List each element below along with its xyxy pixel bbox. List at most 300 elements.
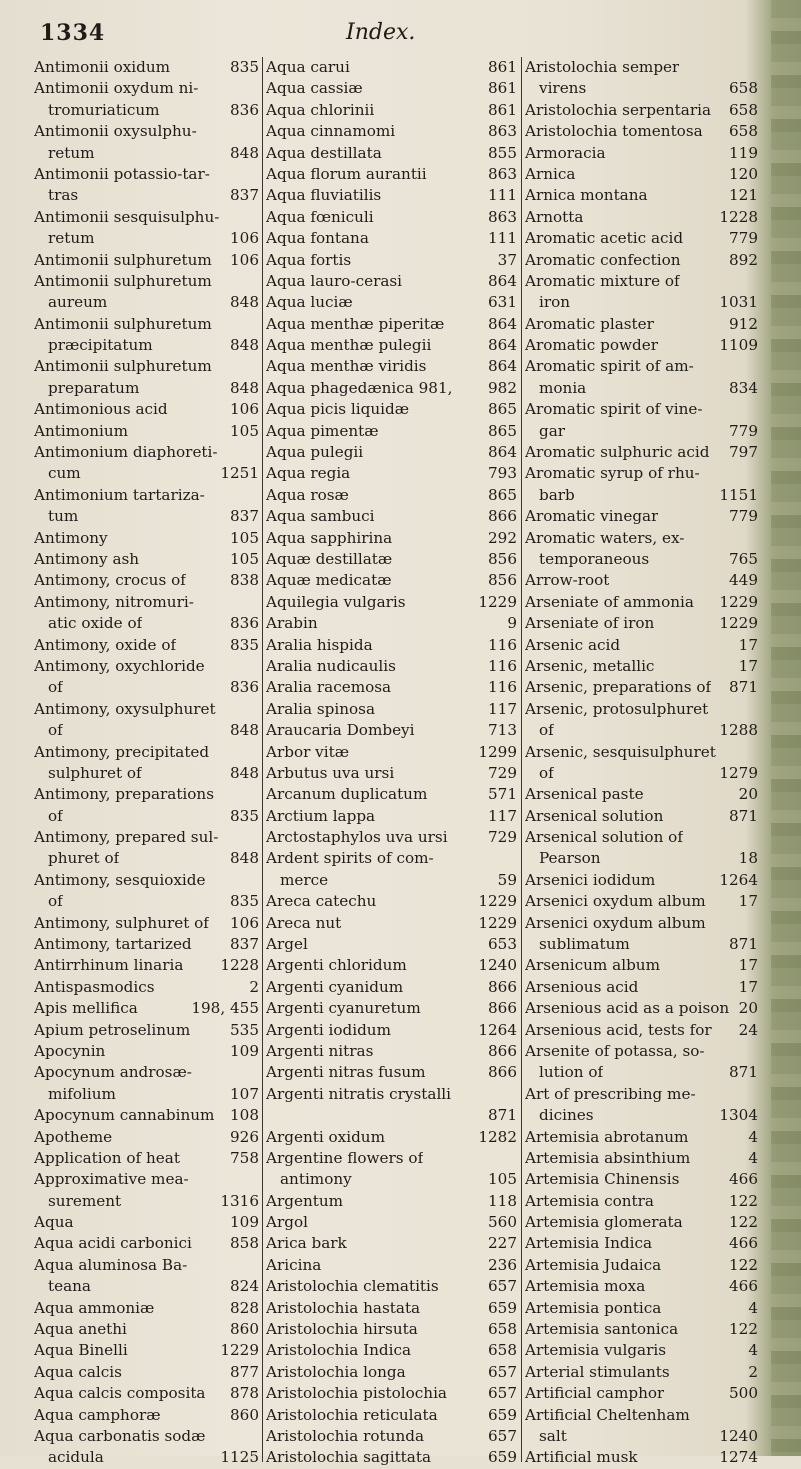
index-entry xyxy=(266,998,517,1019)
index-entry xyxy=(266,1105,517,1126)
entry-term: Aqua camphoræ xyxy=(34,1405,161,1424)
entry-page-ref: 871 xyxy=(729,1063,758,1082)
index-entry xyxy=(34,121,259,142)
entry-page-ref: 653 xyxy=(488,935,517,954)
entry-page-ref: 466 xyxy=(729,1234,758,1253)
entry-term: Antimony, precipitated xyxy=(34,742,210,761)
entry-term: Arsenic acid xyxy=(525,635,621,654)
entry-page-ref: 1125 xyxy=(220,1448,259,1467)
entry-page-ref: 861 xyxy=(488,79,517,98)
entry-term: of xyxy=(48,806,63,825)
entry-page-ref: 122 xyxy=(729,1191,758,1210)
entry-term: sublimatum xyxy=(539,935,630,954)
entry-term: Aqua menthæ viridis xyxy=(266,357,427,376)
entry-page-ref: 2 xyxy=(748,1362,758,1381)
index-entry xyxy=(34,399,259,420)
entry-page-ref: 1288 xyxy=(719,721,758,740)
entry-term: Aristolochia pistolochia xyxy=(266,1384,447,1403)
entry-page-ref: 861 xyxy=(488,100,517,119)
entry-page-ref: 500 xyxy=(729,1384,758,1403)
index-entry xyxy=(34,1298,259,1319)
index-entry xyxy=(266,827,517,848)
entry-term: Aqua florum aurantii xyxy=(266,164,427,183)
entry-page-ref: 836 xyxy=(230,614,259,633)
entry-term: Antimony, oxychloride xyxy=(34,656,205,675)
index-entry xyxy=(34,1212,259,1233)
entry-page-ref: 1251 xyxy=(220,464,259,483)
entry-term: aureum xyxy=(48,293,108,312)
index-entry xyxy=(34,250,259,271)
index-entry xyxy=(34,356,259,377)
entry-term: monia xyxy=(539,378,587,397)
index-entry xyxy=(266,528,517,549)
entry-page-ref: 659 xyxy=(488,1298,517,1317)
entry-term: Artemisia Chinensis xyxy=(525,1170,680,1189)
entry-term: Aqua xyxy=(34,1213,74,1232)
entry-page-ref: 657 xyxy=(488,1277,517,1296)
index-entry xyxy=(525,784,758,805)
entry-term: Arterial stimulants xyxy=(525,1362,670,1381)
index-entry xyxy=(34,335,259,356)
index-entry xyxy=(266,228,517,249)
entry-term: Arsenic, metallic xyxy=(525,656,655,675)
entry-page-ref: 848 xyxy=(230,143,259,162)
index-entry xyxy=(525,977,758,998)
entry-page-ref xyxy=(255,1062,259,1083)
index-entry xyxy=(525,913,758,934)
entry-page-ref: 866 xyxy=(488,507,517,526)
entry-term: Aquilegia vulgaris xyxy=(266,592,406,611)
entry-term: temporaneous xyxy=(539,549,650,568)
index-entry xyxy=(525,207,758,228)
entry-term: Argenti cyanuretum xyxy=(266,999,421,1018)
entry-term: Arsenious acid, tests for xyxy=(525,1020,712,1039)
entry-term: Aristolochia sagittata xyxy=(266,1448,432,1467)
entry-page-ref: 848 xyxy=(230,763,259,782)
entry-term: Antirrhinum linaria xyxy=(34,956,184,975)
index-entry xyxy=(34,806,259,827)
entry-page-ref: 860 xyxy=(230,1320,259,1339)
index-entry xyxy=(266,1298,517,1319)
entry-page-ref: 116 xyxy=(488,678,517,697)
index-entry xyxy=(525,1340,758,1361)
entry-page-ref: 779 xyxy=(729,507,758,526)
entry-term: Arsenici oxydum album xyxy=(525,913,706,932)
entry-term: Areca nut xyxy=(266,913,342,932)
entry-page-ref: 848 xyxy=(230,849,259,868)
entry-page-ref: 107 xyxy=(230,1084,259,1103)
index-entry xyxy=(34,848,259,869)
index-entry xyxy=(525,314,758,335)
entry-page-ref: 4 xyxy=(748,1148,758,1167)
entry-page-ref: 855 xyxy=(488,143,517,162)
entry-term: tromuriaticum xyxy=(48,100,160,119)
index-entry xyxy=(525,955,758,976)
entry-page-ref: 892 xyxy=(729,250,758,269)
entry-page-ref: 779 xyxy=(729,229,758,248)
entry-page-ref: 912 xyxy=(729,314,758,333)
index-entry xyxy=(525,891,758,912)
entry-page-ref xyxy=(255,356,259,377)
entry-term: Aqua sambuci xyxy=(266,507,375,526)
entry-page-ref: 535 xyxy=(230,1020,259,1039)
entry-page-ref: 848 xyxy=(230,293,259,312)
index-entry xyxy=(34,720,259,741)
index-entry xyxy=(266,1362,517,1383)
index-entry xyxy=(266,677,517,698)
entry-page-ref: 106 xyxy=(230,229,259,248)
entry-term: Arsenious acid xyxy=(525,977,639,996)
index-entry xyxy=(266,592,517,613)
entry-term: Artificial musk xyxy=(525,1448,638,1467)
entry-term: Aromatic waters, ex- xyxy=(525,528,685,547)
entry-term: Arctium lappa xyxy=(266,806,376,825)
index-entry xyxy=(34,1148,259,1169)
index-entry xyxy=(266,1084,517,1105)
entry-page-ref xyxy=(754,1084,758,1105)
entry-page-ref: 856 xyxy=(488,549,517,568)
index-entry xyxy=(525,1191,758,1212)
entry-term: Antimonii oxydum ni- xyxy=(34,79,199,98)
index-entry xyxy=(525,228,758,249)
entry-page-ref: 837 xyxy=(230,507,259,526)
index-entry xyxy=(266,635,517,656)
entry-term: phuret of xyxy=(48,849,120,868)
index-entry xyxy=(34,1127,259,1148)
entry-term: Antimony ash xyxy=(34,549,140,568)
index-entry xyxy=(266,1447,517,1468)
entry-term: Aquæ medicatæ xyxy=(266,571,392,590)
entry-term: virens xyxy=(539,79,587,98)
index-entry xyxy=(266,1255,517,1276)
entry-page-ref: 729 xyxy=(488,828,517,847)
index-entry xyxy=(266,100,517,121)
entry-page-ref: 120 xyxy=(729,164,758,183)
index-entry xyxy=(266,613,517,634)
entry-page-ref: 864 xyxy=(488,443,517,462)
entry-term: Artemisia contra xyxy=(525,1191,654,1210)
entry-page-ref: 658 xyxy=(488,1341,517,1360)
entry-page-ref: 1264 xyxy=(478,1020,517,1039)
index-entry xyxy=(266,335,517,356)
entry-term: Aristolochia serpentaria xyxy=(525,100,712,119)
entry-page-ref: 121 xyxy=(729,186,758,205)
entry-term: Antimony, sesquioxide xyxy=(34,870,206,889)
entry-term: Aqua ammoniæ xyxy=(34,1298,155,1317)
entry-page-ref xyxy=(754,1041,758,1062)
entry-page-ref: 878 xyxy=(230,1384,259,1403)
entry-term: Arsenical solution xyxy=(525,806,664,825)
index-entry xyxy=(266,934,517,955)
index-entry xyxy=(34,292,259,313)
entry-page-ref: 1109 xyxy=(719,336,758,355)
index-entry xyxy=(266,250,517,271)
index-entry xyxy=(525,292,758,313)
entry-page-ref: 292 xyxy=(488,528,517,547)
entry-page-ref xyxy=(255,121,259,142)
index-entry xyxy=(266,378,517,399)
entry-page-ref: 657 xyxy=(488,1362,517,1381)
entry-term: Arcanum duplicatum xyxy=(266,785,428,804)
page-header xyxy=(0,20,801,50)
entry-page-ref: 111 xyxy=(488,229,517,248)
entry-term: Aqua regia xyxy=(266,464,351,483)
index-entry xyxy=(525,335,758,356)
index-entry xyxy=(34,1233,259,1254)
entry-term: salt xyxy=(539,1427,567,1445)
entry-term: Artemisia abrotanum xyxy=(525,1127,689,1146)
entry-page-ref: 848 xyxy=(230,336,259,355)
entry-term: mifolium xyxy=(48,1084,116,1103)
entry-term: Ardent spirits of com- xyxy=(266,849,434,868)
entry-page-ref: 631 xyxy=(488,293,517,312)
entry-term: dicines xyxy=(539,1106,594,1125)
entry-term: Argenti cyanidum xyxy=(266,977,404,996)
entry-term: Antimonii sulphuretum xyxy=(34,314,212,333)
entry-page-ref xyxy=(255,442,259,463)
index-entry xyxy=(34,891,259,912)
entry-term: Antimonii sulphuretum xyxy=(34,271,212,290)
entry-page-ref: 871 xyxy=(488,1106,517,1125)
index-entry xyxy=(525,1298,758,1319)
entry-term: Aromatic acetic acid xyxy=(525,229,684,248)
entry-page-ref: 657 xyxy=(488,1427,517,1445)
index-entry xyxy=(525,421,758,442)
index-entry xyxy=(525,1148,758,1169)
entry-term: Arsenical paste xyxy=(525,785,644,804)
index-entry xyxy=(266,271,517,292)
entry-page-ref xyxy=(754,699,758,720)
index-entry xyxy=(34,100,259,121)
entry-term: Apis mellifica xyxy=(34,999,138,1018)
entry-page-ref xyxy=(255,784,259,805)
entry-page-ref: 1229 xyxy=(478,913,517,932)
entry-term: Art of prescribing me- xyxy=(525,1084,696,1103)
index-entry xyxy=(525,1255,758,1276)
index-entry xyxy=(34,570,259,591)
entry-term: Aralia racemosa xyxy=(266,678,392,697)
entry-page-ref: 824 xyxy=(230,1277,259,1296)
entry-term: surement xyxy=(48,1191,122,1210)
entry-page-ref: 659 xyxy=(488,1405,517,1424)
entry-page-ref: 1229 xyxy=(478,592,517,611)
index-entry xyxy=(34,442,259,463)
index-entry xyxy=(266,78,517,99)
entry-term: Arica bark xyxy=(266,1234,347,1253)
index-entry xyxy=(525,1233,758,1254)
index-entry xyxy=(34,485,259,506)
entry-term: Argol xyxy=(266,1213,308,1232)
entry-page-ref: 779 xyxy=(729,421,758,440)
entry-term: Arsenic, protosulphuret xyxy=(525,699,709,718)
entry-term: Arsenici oxydum album xyxy=(525,892,706,911)
index-entry xyxy=(525,656,758,677)
index-entry xyxy=(266,1212,517,1233)
entry-term: Artemisia Judaica xyxy=(525,1255,662,1274)
entry-term: Aqua pimentæ xyxy=(266,421,379,440)
entry-page-ref: 1228 xyxy=(719,207,758,226)
entry-term: of xyxy=(539,763,554,782)
entry-page-ref xyxy=(255,271,259,292)
index-entry xyxy=(525,100,758,121)
index-entry xyxy=(266,1062,517,1083)
entry-page-ref: 560 xyxy=(488,1213,517,1232)
entry-term: Aqua anethi xyxy=(34,1320,127,1339)
entry-page-ref: 4 xyxy=(748,1341,758,1360)
index-entry xyxy=(34,1447,259,1468)
entry-page-ref: 838 xyxy=(230,571,259,590)
index-entry xyxy=(34,164,259,185)
entry-page-ref: 1282 xyxy=(478,1127,517,1146)
entry-term: Antimony, nitromuri- xyxy=(34,592,194,611)
entry-term: præcipitatum xyxy=(48,336,153,355)
entry-page-ref: 1240 xyxy=(719,1427,758,1445)
index-entry xyxy=(266,1169,517,1190)
entry-term: Antimony xyxy=(34,528,108,547)
entry-term: retum xyxy=(48,229,95,248)
index-entry xyxy=(34,506,259,527)
entry-term: Armoracia xyxy=(525,143,606,162)
entry-page-ref: 871 xyxy=(729,806,758,825)
entry-page-ref: 449 xyxy=(729,571,758,590)
index-entry xyxy=(266,742,517,763)
entry-page-ref: 17 xyxy=(738,635,758,654)
entry-term: Argel xyxy=(266,935,308,954)
index-entry xyxy=(525,185,758,206)
entry-page-ref: 865 xyxy=(488,421,517,440)
index-entry xyxy=(266,143,517,164)
entry-page-ref: 758 xyxy=(230,1148,259,1167)
index-entry xyxy=(525,635,758,656)
entry-term: Antimony, sulphuret of xyxy=(34,913,209,932)
entry-term: Aqua picis liquidæ xyxy=(266,400,409,419)
index-entry xyxy=(266,870,517,891)
index-entry xyxy=(266,1340,517,1361)
entry-page-ref: 713 xyxy=(488,721,517,740)
entry-term: Argenti nitratis crystalli xyxy=(266,1084,452,1103)
index-entry xyxy=(266,185,517,206)
entry-page-ref: 105 xyxy=(230,528,259,547)
entry-page-ref: 236 xyxy=(488,1255,517,1274)
entry-page-ref: 863 xyxy=(488,122,517,141)
index-entry xyxy=(525,1062,758,1083)
entry-page-ref: 866 xyxy=(488,977,517,996)
entry-page-ref: 108 xyxy=(230,1106,259,1125)
index-entry xyxy=(525,1041,758,1062)
index-entry xyxy=(34,1041,259,1062)
entry-page-ref: 198, 455 xyxy=(191,999,259,1018)
entry-term: Arsenic, sesquisulphuret xyxy=(525,742,716,761)
index-entry xyxy=(266,207,517,228)
entry-term: Arbutus uva ursi xyxy=(266,763,395,782)
index-entry xyxy=(34,1020,259,1041)
entry-page-ref: 863 xyxy=(488,207,517,226)
entry-term: Aqua cassiæ xyxy=(266,79,363,98)
page-edge-shadow xyxy=(771,0,801,1456)
index-entry xyxy=(34,228,259,249)
entry-term: Pearson xyxy=(539,849,601,868)
index-entry xyxy=(525,934,758,955)
entry-term: Antimony, oxysulphuret xyxy=(34,699,216,718)
entry-term: Argenti nitras fusum xyxy=(266,1063,426,1082)
index-entry xyxy=(34,1105,259,1126)
entry-page-ref: 24 xyxy=(738,1020,758,1039)
entry-page-ref: 856 xyxy=(488,571,517,590)
index-entry xyxy=(34,870,259,891)
index-entry xyxy=(34,1405,259,1426)
entry-page-ref: 834 xyxy=(729,378,758,397)
entry-term: Antimonii oxysulphu- xyxy=(34,122,197,141)
index-entry xyxy=(525,1020,758,1041)
entry-page-ref xyxy=(255,1255,259,1276)
entry-term: Aqua rosæ xyxy=(266,485,349,504)
entry-term: barb xyxy=(539,485,575,504)
entry-term: Arsenical solution of xyxy=(525,828,683,847)
entry-page-ref: 1274 xyxy=(719,1448,758,1467)
index-entry xyxy=(525,1405,758,1426)
entry-term: Artificial camphor xyxy=(525,1384,665,1403)
entry-term: Aqua fontana xyxy=(266,229,369,248)
index-column-2 xyxy=(266,57,517,1469)
entry-term: Artemisia moxa xyxy=(525,1277,646,1296)
index-entry xyxy=(525,763,758,784)
index-entry xyxy=(525,870,758,891)
entry-page-ref xyxy=(255,699,259,720)
index-entry xyxy=(34,656,259,677)
entry-page-ref: 227 xyxy=(488,1234,517,1253)
entry-term: Aqua calcis composita xyxy=(34,1384,206,1403)
entry-term: preparatum xyxy=(48,378,140,397)
entry-term: Aricina xyxy=(266,1255,322,1274)
page-title: Index. xyxy=(346,20,416,45)
entry-term: Aromatic confection xyxy=(525,250,681,269)
index-entry xyxy=(525,720,758,741)
index-column-3 xyxy=(525,57,758,1469)
entry-term: Apocynum cannabinum xyxy=(34,1106,215,1125)
entry-page-ref: 111 xyxy=(488,186,517,205)
entry-term: Arsenite of potassa, so- xyxy=(525,1041,705,1060)
entry-term: Arsenici iodidum xyxy=(525,870,656,889)
index-entry xyxy=(266,1020,517,1041)
entry-term: of xyxy=(48,721,63,740)
index-entry xyxy=(34,528,259,549)
entry-page-ref xyxy=(513,1084,517,1105)
entry-term: Approximative mea- xyxy=(34,1170,189,1189)
index-entry xyxy=(525,742,758,763)
entry-term: Aromatic sulphuric acid xyxy=(525,443,710,462)
entry-page-ref: 116 xyxy=(488,635,517,654)
index-entry xyxy=(34,827,259,848)
entry-page-ref: 835 xyxy=(230,58,259,76)
entry-page-ref: 18 xyxy=(738,849,758,868)
entry-term: Aristolochia semper xyxy=(525,58,680,76)
entry-page-ref: 658 xyxy=(488,1320,517,1339)
entry-term: Aristolochia Indica xyxy=(266,1341,412,1360)
entry-page-ref: 835 xyxy=(230,806,259,825)
entry-page-ref: 865 xyxy=(488,400,517,419)
entry-term: Aqua acidi carbonici xyxy=(34,1234,192,1253)
entry-term: Apium petroselinum xyxy=(34,1020,191,1039)
index-entry xyxy=(266,699,517,720)
entry-term: Antimonium tartariza- xyxy=(34,485,205,504)
entry-page-ref: 59 xyxy=(497,870,517,889)
index-entry xyxy=(525,378,758,399)
entry-term: Antimonii oxidum xyxy=(34,58,171,76)
index-entry xyxy=(266,806,517,827)
index-entry xyxy=(266,399,517,420)
entry-page-ref: 20 xyxy=(738,785,758,804)
entry-page-ref xyxy=(255,742,259,763)
